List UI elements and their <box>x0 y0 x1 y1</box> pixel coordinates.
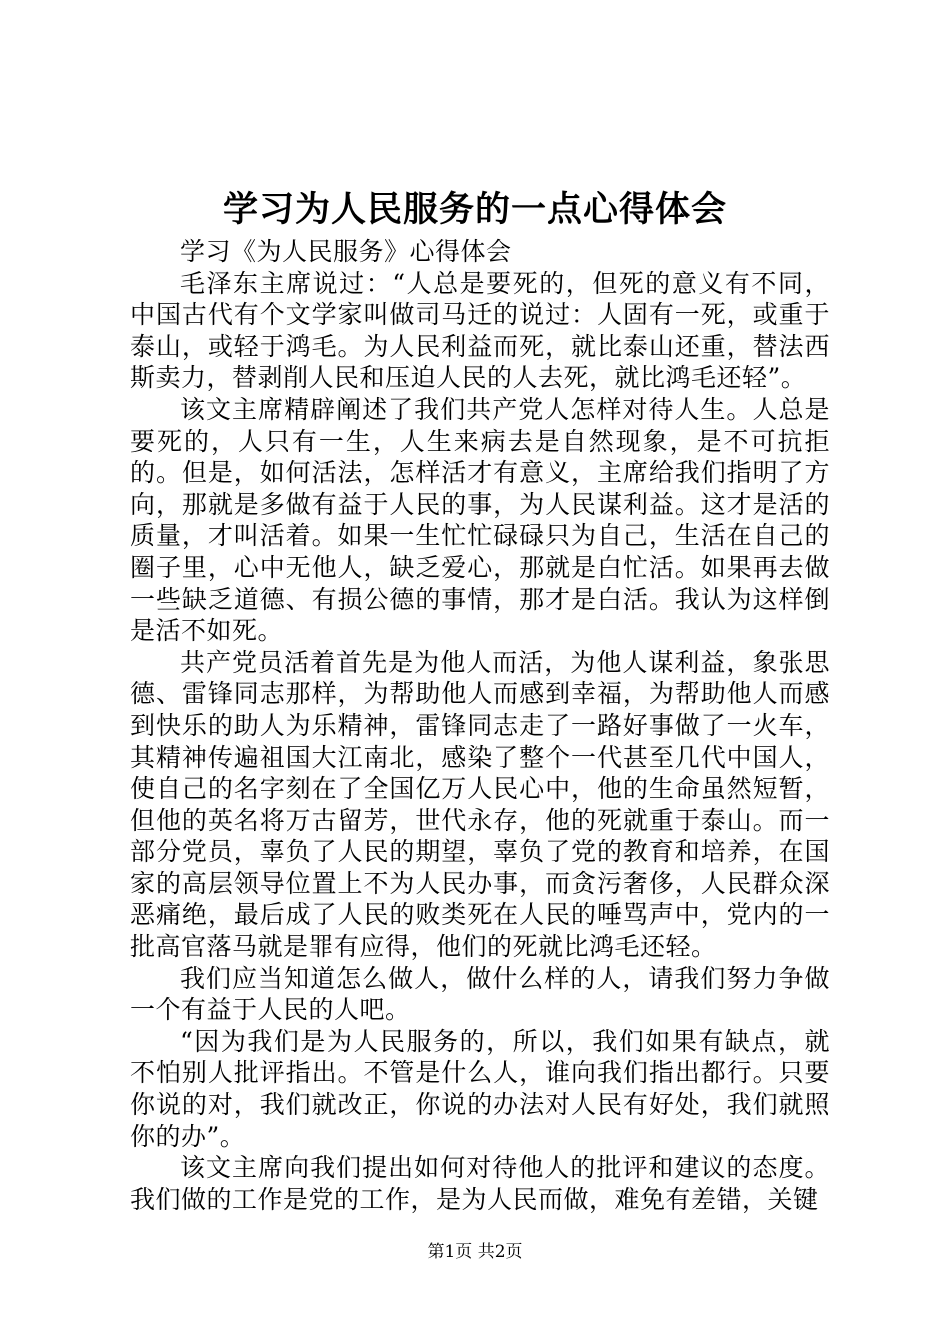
paragraph: 毛泽东主席说过：“人总是要死的，但死的意义有不同，中国古代有个文学家叫做司马迁的说过：人固有一死，或重于泰山，或轻于鸿毛。为人民利益而死，就比泰山还重，替法西斯卖力，替剥削人民和压迫人民的人去死，就比鸿毛还轻”。 <box>130 268 830 393</box>
paragraph-subtitle: 学习《为人民服务》心得体会 <box>180 237 512 266</box>
paragraph: 该文主席精辟阐述了我们共产党人怎样对待人生。人总是要死的，人只有一生，人生来病去是自然现象，是不可抗拒的。但是，如何活法，怎样活才有意义，主席给我们指明了方向，那就是多做有益于人民的事，为人民谋利益。这才是活的质量，才叫活着。如果一生忙忙碌碌只为自己，生活在自己的圈子里，心中无他人，缺乏爱心，那就是白忙活。如果再去做一些缺乏道德、有损公德的事情，那才是白活。我认为这样倒是活不如死。 <box>130 394 830 646</box>
paragraph: 该文主席向我们提出如何对待他人的批评和建议的态度。我们做的工作是党的工作，是为人民而做，难免有差错，关键 <box>130 1153 830 1214</box>
document-body <box>130 236 830 1215</box>
document-title: 学习为人民服务的一点心得体会 <box>222 189 727 230</box>
paragraph: 共产党员活着首先是为他人而活，为他人谋利益，象张思德、雷锋同志那样，为帮助他人而感到幸福，为帮助他人而感到快乐的助人为乐精神，雷锋同志走了一路好事做了一火车，其精神传遍祖国大江南北，感染了整个一代甚至几代中国人，使自己的名字刻在了全国亿万人民心中，他的生命虽然短暂，但他的英名将万古留芳，世代永存，他的死就重于泰山。而一部分党员，辜负了人民的期望，辜负了党的教育和培养，在国家的高层领导位置上不为人民办事，而贪污奢侈，人民群众深恶痛绝，最后成了人民的败类死在人民的唾骂声中，党内的一批高官落马就是罪有应得，他们的死就比鸿毛还轻。 <box>130 647 830 962</box>
paragraph: 我们应当知道怎么做人，做什么样的人，请我们努力争做一个有益于人民的人吧。 <box>130 963 830 1025</box>
page-number-footer: 第1页 共2页 <box>427 1242 523 1262</box>
paragraph: “因为我们是为人民服务的，所以，我们如果有缺点，就不怕别人批评指出。不管是什么人，谁向我们指出都行。只要你说的对，我们就改正，你说的办法对人民有好处，我们就照你的办”。 <box>130 1026 830 1151</box>
